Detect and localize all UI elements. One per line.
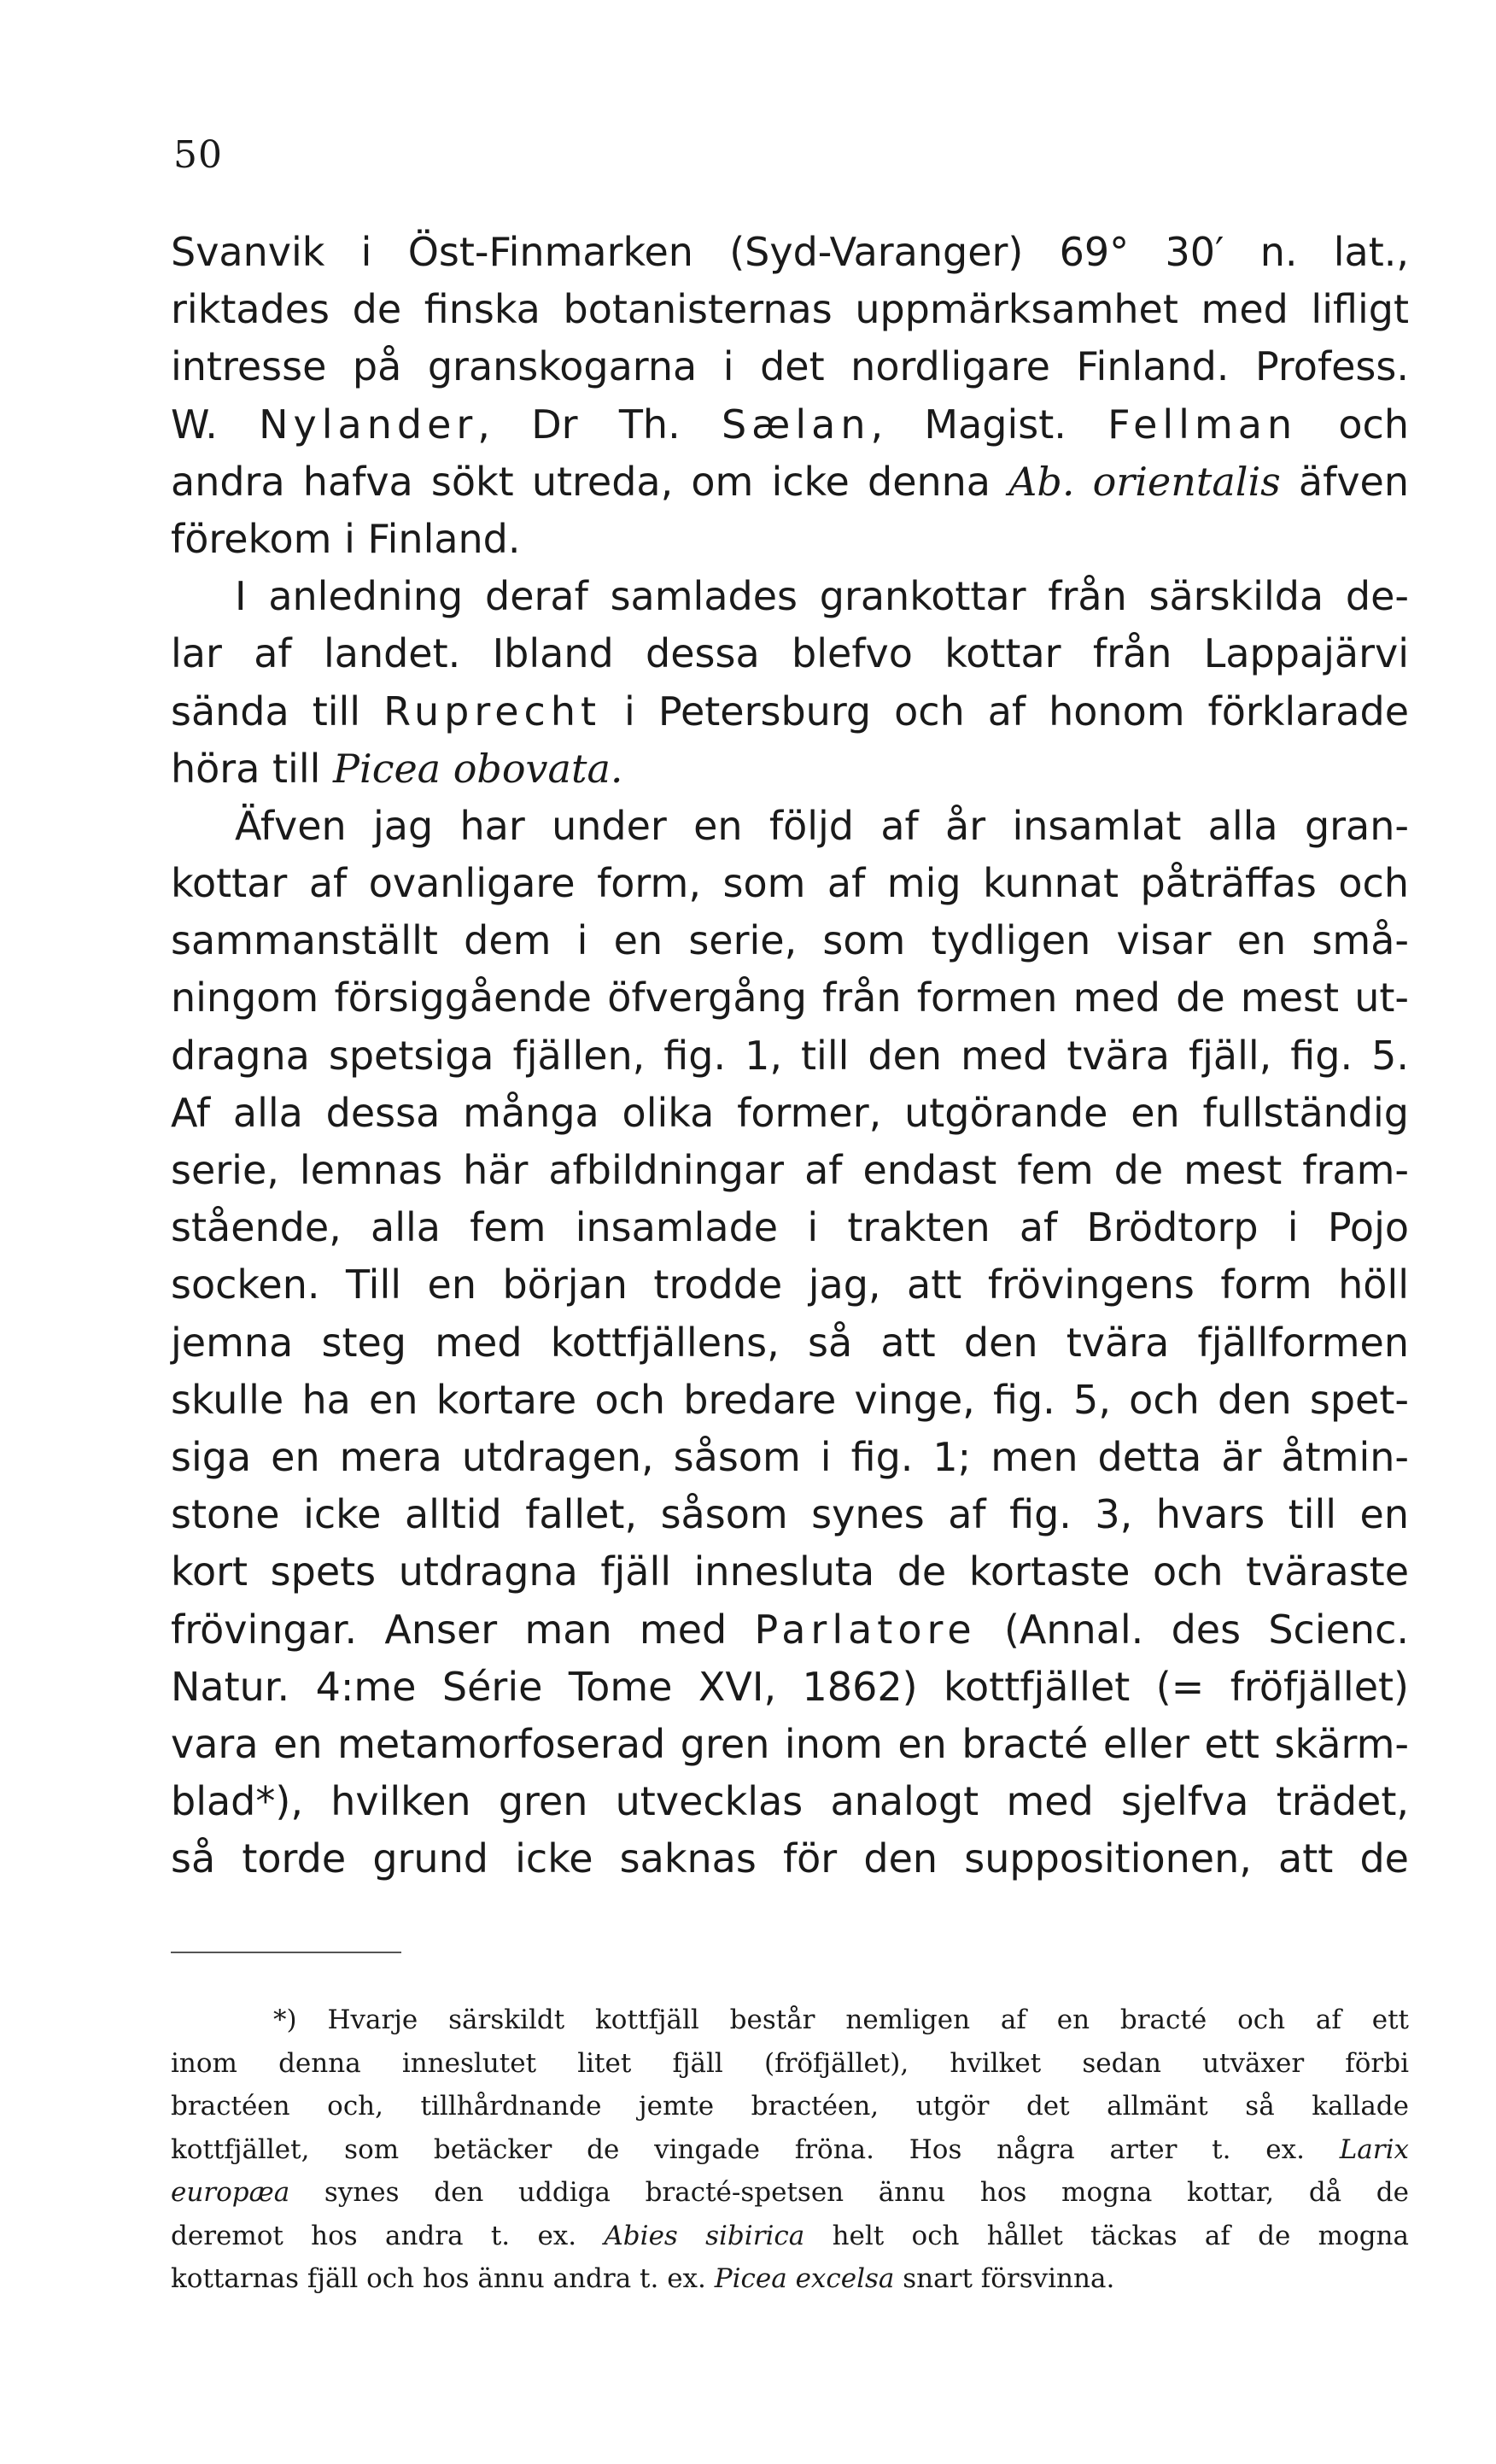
text-line [171, 1601, 1409, 1659]
text-line [171, 1027, 1409, 1085]
page-number: 50 [173, 133, 223, 177]
text-run: , Dr Th. [477, 401, 722, 448]
text-line [171, 740, 1409, 798]
text-run: deremot hos andra t. ex. [171, 2220, 605, 2251]
text-run: förekom i Finland. [171, 515, 521, 562]
italic-term: Larix [1339, 2133, 1409, 2165]
spaced-name: Fellman [1107, 401, 1298, 448]
text-run: kottarnas fjäll och hos ännu andra t. ex. [171, 2263, 715, 2294]
text-run: andra hafva sökt utreda, om icke denna [171, 458, 1009, 505]
text-run: socken. Till en början trodde jag, att frövingens form höll [171, 1261, 1409, 1308]
text-run: riktades de finska botanisternas uppmärksamhet med lifligt [171, 286, 1409, 333]
footnote-line [171, 2085, 1409, 2128]
text-line [171, 683, 1409, 740]
text-line [171, 1830, 1409, 1888]
text-run: kottar af ovanligare form, som af mig kunnat påträffas och [171, 860, 1409, 907]
footnote [171, 1999, 1409, 2301]
text-line [171, 1085, 1409, 1142]
text-run: kottfjället, som betäcker de vingade fröna. Hos några arter t. ex. [171, 2133, 1340, 2165]
text-run: stående, alla fem insamlade i trakten af Brödtorp i Pojo [171, 1204, 1409, 1251]
footnote-line [171, 2042, 1409, 2086]
text-run: , Magist. [870, 401, 1108, 448]
text-run: så torde grund icke saknas för den suppositionen, att de [171, 1835, 1409, 1882]
text-line [171, 1429, 1409, 1486]
italic-term: Ab. orientalis [1008, 458, 1281, 505]
italic-term: Picea excelsa [714, 2263, 895, 2294]
text-line [171, 1372, 1409, 1429]
text-run: lar af landet. Ibland dessa blefvo kottar från Lappajärvi [171, 630, 1409, 677]
text-run: blad*), hvilken gren utvecklas analogt med sjelfva trädet, [171, 1778, 1409, 1825]
text-run: frövingar. Anser man med [171, 1606, 755, 1653]
text-run: i Petersburg och af honom förklarade [601, 688, 1409, 735]
spaced-name: Parlatore [754, 1606, 977, 1653]
text-run: och [1297, 401, 1409, 448]
text-run: (Annal. des Scienc. [976, 1606, 1409, 1653]
italic-term: Picea obovata. [333, 745, 623, 792]
text-run: inom denna inneslutet litet fjäll (fröfjället), hvilket sedan utväxer förbi [171, 2047, 1409, 2079]
footnote-line [171, 2257, 1409, 2301]
text-run: snart försvinna. [894, 2263, 1115, 2294]
text-run: bractéen och, tillhårdnande jemte bractéen, utgör det allmänt så kallade [171, 2091, 1409, 2122]
text-run: vara en metamorfoserad gren inom en bracté eller ett skärm- [171, 1720, 1409, 1767]
text-line [171, 568, 1409, 625]
text-run: ningom försiggående öfvergång från formen med de mest ut- [171, 974, 1409, 1021]
text-line [171, 969, 1409, 1027]
text-run: dragna spetsiga fjällen, fig. 1, till den med tvära fjäll, fig. 5. [171, 1032, 1409, 1079]
text-line [171, 1773, 1409, 1830]
text-run: Svanvik i Öst-Finmarken (Syd-Varanger) 69° 30′ n. lat., [171, 229, 1409, 275]
spaced-name: Nylander [259, 401, 478, 448]
text-run: synes den uddiga bracté-spetsen ännu hos mogna kottar, då de [289, 2177, 1409, 2208]
footnote-line [171, 2128, 1409, 2172]
text-run: höra till [171, 745, 334, 792]
text-line [171, 454, 1409, 511]
text-run: sammanställt dem i en serie, som tydligen visar en små- [171, 917, 1409, 964]
text-run: skulle ha en kortare och bredare vinge, fig. 5, och den spet- [171, 1376, 1409, 1423]
text-line [171, 281, 1409, 338]
text-run: sända till [171, 688, 384, 735]
text-line [171, 1716, 1409, 1773]
text-line [171, 912, 1409, 969]
text-run: W. [171, 401, 260, 448]
text-line [171, 1199, 1409, 1256]
text-line [171, 224, 1409, 281]
text-line [171, 338, 1409, 395]
text-run: Af alla dessa många olika former, utgörande en fullständig [171, 1089, 1409, 1136]
text-line [171, 396, 1409, 454]
text-run: Natur. 4:me Série Tome XVI, 1862) kottfjället (= fröfjället) [171, 1663, 1409, 1710]
text-run: äfven [1280, 458, 1409, 505]
footnote-divider [171, 1952, 401, 1953]
text-run: intresse på granskogarna i det nordligare Finland. Profess. [171, 343, 1409, 390]
text-line [171, 1486, 1409, 1543]
spaced-name: Ruprecht [383, 688, 602, 735]
footnote-line [171, 1999, 1409, 2042]
text-line [171, 1543, 1409, 1601]
text-run: kort spets utdragna fjäll innesluta de kortaste och tväraste [171, 1548, 1409, 1595]
text-line [171, 1256, 1409, 1314]
text-run: I anledning deraf samlades grankottar från särskilda de- [235, 573, 1409, 620]
text-line [171, 1659, 1409, 1716]
footnote-line [171, 2215, 1409, 2258]
text-line [171, 798, 1409, 855]
text-line [171, 511, 1409, 568]
text-run: siga en mera utdragen, såsom i fig. 1; men detta är åtmin- [171, 1433, 1409, 1480]
text-run: Äfven jag har under en följd af år insamlat alla gran- [235, 802, 1409, 849]
text-run: helt och hållet täckas af de mogna [804, 2220, 1409, 2251]
text-run: jemna steg med kottfjällens, så att den tvära fjällformen [171, 1319, 1409, 1366]
footnote-line [171, 2171, 1409, 2215]
italic-term: europæa [171, 2177, 290, 2208]
text-run: serie, lemnas här afbildningar af endast fem de mest fram- [171, 1147, 1409, 1193]
italic-term: Abies sibirica [604, 2220, 805, 2251]
text-line [171, 1142, 1409, 1199]
text-line [171, 855, 1409, 912]
body-text [171, 224, 1409, 1888]
text-run: stone icke alltid fallet, såsom synes af fig. 3, hvars till en [171, 1491, 1409, 1538]
text-run: *) Hvarje särskildt kottfjäll består nemligen af en bracté och af ett [273, 2005, 1409, 2035]
text-line [171, 625, 1409, 682]
text-line [171, 1314, 1409, 1372]
spaced-name: Sælan [721, 401, 871, 448]
